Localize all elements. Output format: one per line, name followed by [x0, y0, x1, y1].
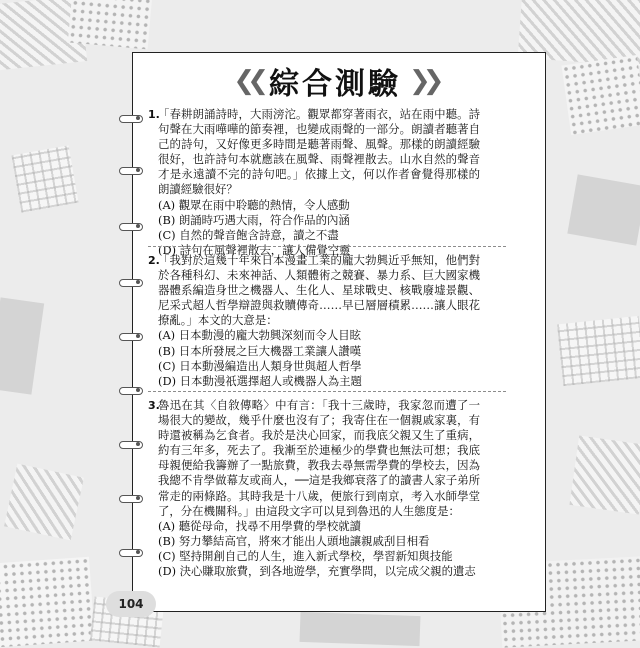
page-title [229, 65, 449, 102]
option-a[interactable]: (A) 觀眾在雨中聆聽的熱情，令人感動 [158, 197, 350, 212]
decor-patch [569, 435, 640, 514]
decor-patch [557, 316, 640, 386]
option-a[interactable]: (A) 聽從母命，找尋不用學費的學校就讀 [158, 518, 361, 533]
decor-patch [300, 612, 421, 646]
question-3 [148, 398, 480, 579]
decor-patch [68, 0, 152, 49]
decor-patch [0, 297, 44, 394]
question-1 [148, 107, 480, 258]
question-divider [148, 391, 506, 392]
question-stem: 「春耕朗誦詩時，大雨滂沱。觀眾都穿著雨衣，站在雨中聽。詩句聲在大雨嘩嘩的節奏裡，也變成雨聲的一部分。朗讀者聽著自己的詩句，又好像更多時間是聽著雨聲、風聲。那樣的朗讀經驗很好，也許詩句本就應該在風聲、雨聲裡散去。山水自然的聲音才是永遠讀不完的詩句吧。」依據上文，何以作者會覺得那樣的朗讀經驗很好？ [158, 107, 480, 197]
option-b[interactable]: (B) 努力攀結高官，將來才能出人頭地讓親戚刮目相看 [158, 533, 430, 548]
question-stem: 魯迅在其〈自敘傳略〉中有言：「我十三歲時，我家忽而遭了一場很大的變故，幾乎什麼也沒有了；我寄住在一個親戚家裏，有時還被稱為乞食者。我於是決心回家，而我底父親又生了重病，約有三年多，死去了。我漸至於連極少的學費也無法可想；我底母親便給我籌辦了一點旅費，教我去尋無需學費的學校去，因為我總不肯學做幕友或商人，──這是我鄉衰落了的讀書人家子弟所常走的兩條路。其時我是十八歲，便旅行到南京，考入水師學堂了，分在機關科。」由這段文字可以見到魯迅的人生態度是： [158, 398, 480, 518]
decor-patch [561, 55, 640, 135]
binder-ring [119, 115, 143, 123]
decor-patch [567, 174, 640, 245]
title-text: 綜合測驗 [269, 67, 401, 102]
double-chevron-left-icon: ❮❮ [233, 66, 261, 96]
question-number: 2. [148, 254, 160, 267]
question-stem: 「我對於這幾十年來日本漫畫工業的龐大勃興近乎無知，他們對於各種科幻、未來神話、人類體術之競賽、暴力系、巨大國家機器體系編造身世之機器人、生化人、星球戰史、核戰廢墟景觀、尼采式超人哲學辯證與救贖傳奇……早已層層積累……讓人眼花撩亂。」本文的大意是： [158, 253, 480, 328]
question-2 [148, 253, 480, 389]
decor-patch [11, 145, 78, 212]
binder-ring [119, 223, 143, 231]
option-d[interactable]: (D) 日本動漫祇選擇超人或機器人為主題 [158, 373, 362, 388]
binder-ring [119, 495, 143, 503]
option-b[interactable]: (B) 日本所發展之巨大機器工業讓人讚嘆 [158, 343, 362, 358]
option-c[interactable]: (C) 堅持開創自己的人生，進入新式學校，學習新知與技能 [158, 548, 453, 563]
option-b[interactable]: (B) 朗誦時巧遇大雨，符合作品的內涵 [158, 212, 350, 227]
decor-patch [4, 464, 84, 541]
binder-ring [119, 549, 143, 557]
decor-patch [0, 557, 95, 647]
question-number: 1. [148, 108, 160, 121]
page-number: 104 [106, 591, 156, 617]
double-chevron-right-icon: ❯❯ [409, 66, 437, 96]
option-a[interactable]: (A) 日本動漫的龐大勃興深刻而令人目眩 [158, 328, 361, 343]
option-c[interactable]: (C) 自然的聲音飽含詩意，讀之不盡 [158, 227, 339, 242]
question-divider [148, 246, 506, 247]
option-c[interactable]: (C) 日本動漫編造出人類身世與超人哲學 [158, 358, 362, 373]
question-number: 3. [148, 399, 160, 412]
binder-ring [119, 167, 143, 175]
binder-ring [119, 279, 143, 287]
option-d[interactable]: (D) 決心賺取旅費，到各地遊學，充實學問，以完成父親的遺志 [158, 564, 476, 579]
binder-ring [119, 441, 143, 449]
binder-ring [119, 333, 143, 341]
binder-ring [119, 387, 143, 395]
option-d[interactable]: (D) 詩句在風聲裡散去，讓人備覺空靈 [158, 242, 351, 257]
